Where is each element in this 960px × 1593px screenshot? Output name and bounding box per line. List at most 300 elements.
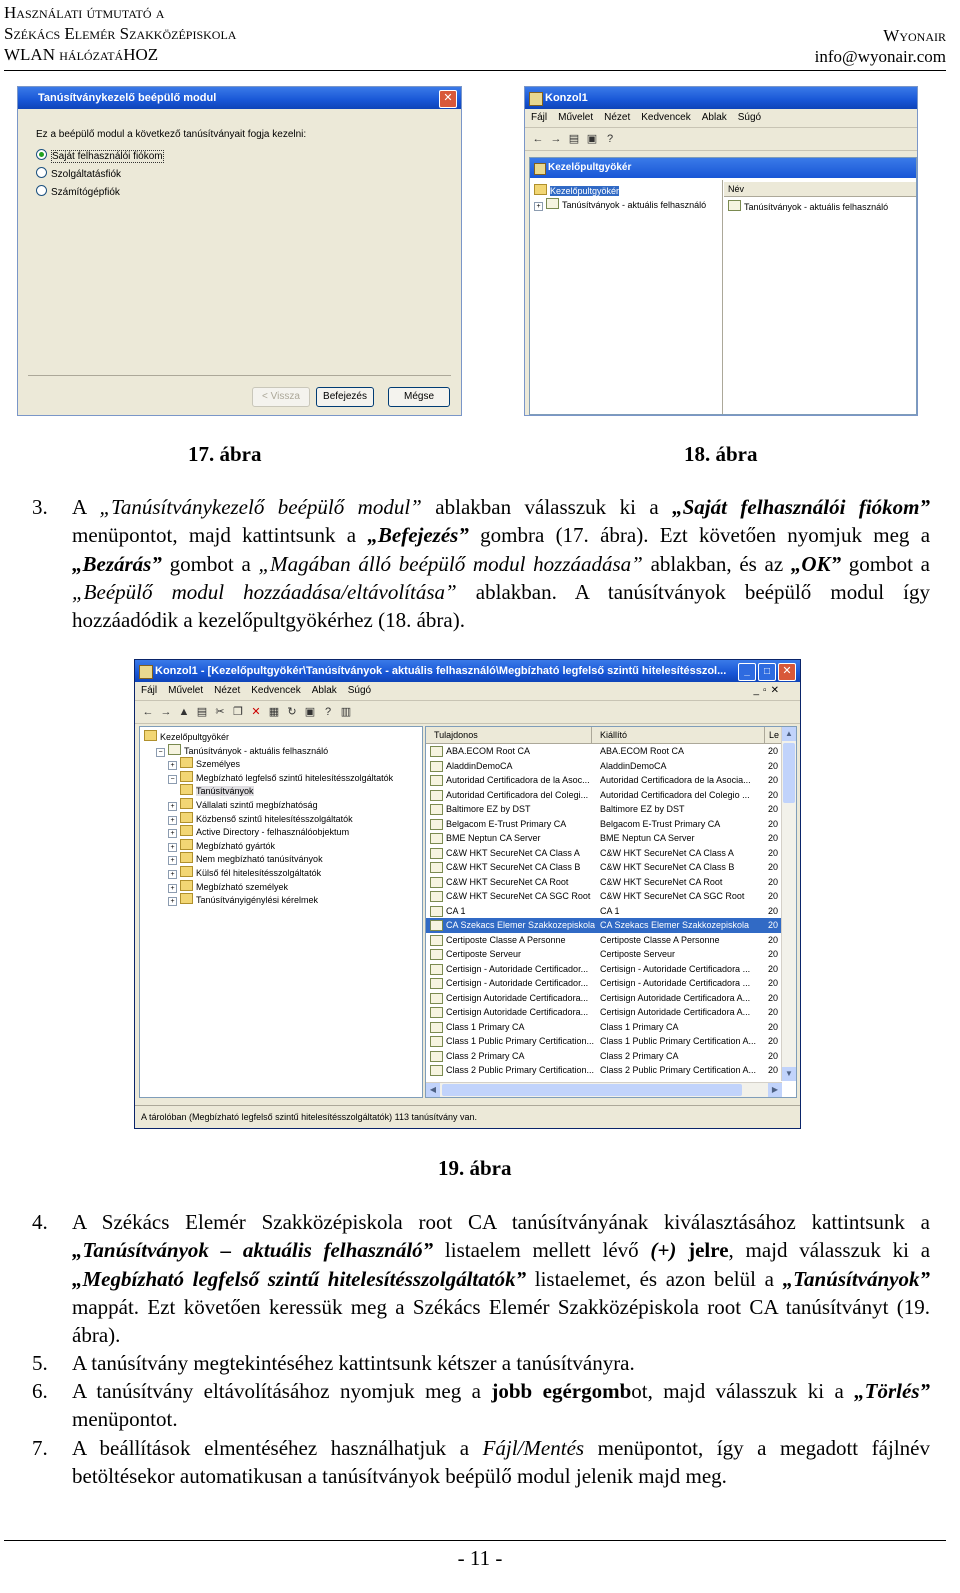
certificate-icon: [430, 993, 443, 1004]
close-icon[interactable]: ✕: [439, 90, 457, 108]
tree-label: Közbenső szintű hitelesítésszolgáltatók: [196, 813, 353, 824]
child-window-controls[interactable]: _▫✕: [753, 685, 783, 696]
cell-expiration: 20: [768, 905, 779, 916]
cell-issued-to: Certisign - Autoridade Certificador...: [446, 963, 589, 974]
cell-issued-by: CA 1: [600, 905, 620, 916]
cut-icon[interactable]: ✂: [215, 706, 225, 718]
certificate-icon: [430, 775, 443, 786]
caption-fig17: 17. ábra: [188, 442, 262, 466]
console-titlebar: [525, 87, 917, 109]
expand-icon[interactable]: +: [168, 816, 177, 825]
horizontal-scrollbar[interactable]: [426, 1082, 782, 1097]
cell-expiration: 20: [768, 934, 779, 945]
back-arrow-icon[interactable]: ←: [532, 133, 544, 145]
paragraph-6: [72, 1377, 930, 1434]
cell-issued-by: Baltimore EZ by DST: [600, 804, 685, 814]
child-window-icon: [534, 163, 546, 175]
tree-item[interactable]: [168, 757, 240, 770]
cell-issued-by: CA Szekacs Elemer Szakkozepiskola: [600, 920, 750, 930]
option-label: Saját felhasználói fiókom: [52, 151, 163, 162]
scroll-down-icon[interactable]: ▼: [782, 1067, 796, 1081]
cell-issued-to: Certiposte Serveur: [446, 949, 522, 959]
back-button[interactable]: < Vissza: [252, 387, 310, 407]
help-icon[interactable]: ?: [324, 706, 332, 718]
tree-item-certificates-current-user[interactable]: [534, 198, 706, 211]
minimize-icon[interactable]: _: [738, 663, 756, 681]
cell-issued-by: Certisign - Autoridade Certificadora ...: [600, 963, 751, 974]
cell-issued-to: Baltimore EZ by DST: [446, 804, 531, 814]
certificate-icon: [430, 1022, 443, 1033]
cell-issued-by: Certisign Autoridade Certificadora A...: [600, 992, 751, 1003]
text: A Székács Elemér Szakközépiskola root CA tanúsítványának kiválasztásához kattintsunk a: [72, 1210, 930, 1234]
tree-label: Nem megbízható tanúsítványok: [196, 854, 323, 865]
tree-item[interactable]: [168, 771, 393, 784]
header-school: Székács Elemér Szakközépiskola: [4, 24, 237, 43]
tree-label: Kezelőpultgyökér: [550, 186, 620, 196]
expand-icon[interactable]: +: [168, 870, 177, 879]
console1-window: [524, 86, 918, 416]
paragraph-7: [72, 1434, 930, 1491]
cell-expiration: 20: [768, 760, 779, 771]
cell-issued-by: BME Neptun CA Server: [600, 833, 695, 843]
header-subject-prefix: WLAN: [4, 45, 60, 64]
cell-expiration: 20: [768, 1021, 779, 1032]
export-icon[interactable]: ▣: [304, 706, 316, 718]
expand-icon[interactable]: +: [534, 202, 543, 211]
cell-expiration: 20: [768, 862, 779, 872]
paragraph-4: [72, 1208, 930, 1349]
tree-item[interactable]: [168, 880, 288, 893]
cell-expiration: 20: [768, 833, 779, 843]
header-subject: [4, 44, 236, 65]
certificate-icon: [430, 833, 443, 844]
radio-icon: [36, 167, 47, 178]
folder-icon: [534, 184, 547, 195]
folder-icon: [180, 798, 193, 809]
certificate-row[interactable]: [426, 744, 786, 759]
cell-issued-to: C&W HKT SecureNet CA Class B: [446, 862, 581, 872]
console-toolbar: [135, 701, 800, 724]
tree-item[interactable]: [168, 812, 353, 825]
tree-label: Külső fél hitelesítésszolgáltatók: [196, 868, 322, 878]
properties-icon[interactable]: ▦: [268, 706, 280, 718]
cell-issued-to: Class 2 Primary CA: [446, 1050, 525, 1061]
certificate-icon: [430, 877, 443, 888]
certificate-row[interactable]: [426, 918, 786, 933]
certificate-icon: [168, 744, 181, 755]
cell-expiration: 20: [768, 746, 779, 756]
item-number-7: 7.: [32, 1436, 48, 1460]
certificate-row[interactable]: [426, 889, 786, 904]
menu-file[interactable]: Fájl: [141, 685, 158, 696]
option-computer-account[interactable]: [36, 185, 120, 198]
cell-issued-to: Class 1 Primary CA: [446, 1021, 525, 1032]
cell-issued-by: Certiposte Classe A Personne: [600, 934, 720, 945]
folder-icon: [180, 825, 193, 836]
finish-button[interactable]: Befejezés: [316, 387, 374, 407]
console-app-icon: [139, 665, 153, 679]
tree-label: Tanúsítványok: [196, 786, 254, 797]
cell-issued-to: Certisign Autoridade Certificadora...: [446, 992, 589, 1003]
certificate-row[interactable]: [426, 1063, 786, 1078]
cell-issued-to: Belgacom E-Trust Primary CA: [446, 818, 567, 829]
refresh-icon[interactable]: ↻: [287, 706, 297, 718]
certificate-row[interactable]: [426, 1049, 786, 1064]
certificate-icon: [430, 804, 443, 815]
certificate-icon: [728, 200, 741, 211]
cell-issued-by: Class 2 Primary CA: [600, 1050, 679, 1061]
menu-help[interactable]: Súgó: [737, 112, 762, 123]
header-brand: Wyonair: [883, 26, 946, 45]
certificate-row[interactable]: [426, 933, 786, 948]
cell-expiration: 20: [768, 876, 779, 887]
option-label: Számítógépfiók: [51, 187, 120, 198]
tree-item[interactable]: [168, 852, 323, 865]
ui-term: Fájl/Mentés: [482, 1436, 585, 1460]
scroll-thumb[interactable]: [783, 743, 795, 803]
certificate-row[interactable]: [426, 962, 786, 977]
tree-label: Tanúsítványigénylési kérelmek: [196, 895, 319, 906]
certificate-row[interactable]: [426, 846, 786, 861]
menu-action[interactable]: Művelet: [168, 685, 204, 696]
console-title: Konzol1 - [Kezelőpultgyökér\Tanúsítványok - aktuális felhasználó\Megbízható legfelső szintű hitelesítésszol...: [155, 665, 727, 677]
ui-term: „OK”: [790, 551, 842, 576]
text: gombra (17. ábra). Ezt követően nyomjuk meg a: [468, 523, 931, 548]
folder-icon: [180, 839, 193, 850]
certificate-icon: [430, 790, 443, 801]
certificate-icon: [430, 819, 443, 830]
column-header-expiration[interactable]: Le: [764, 727, 779, 743]
header-doc-title: Használati útmutató a: [4, 3, 165, 22]
cell-issued-by: Certiposte Serveur: [600, 949, 676, 959]
menu-window[interactable]: Ablak: [701, 112, 727, 123]
menu-action[interactable]: Művelet: [558, 112, 594, 123]
menu-help[interactable]: Súgó: [347, 685, 372, 696]
certificate-icon: [430, 906, 443, 917]
tree-item[interactable]: [168, 825, 349, 838]
cell-issued-by: C&W HKT SecureNet CA Class B: [600, 862, 735, 872]
certificate-icon: [430, 978, 443, 989]
cancel-button[interactable]: Mégse: [388, 387, 450, 407]
ui-term: jelre: [688, 1238, 729, 1263]
certificates-snapin-dialog: [17, 86, 462, 416]
child-title: Kezelőpultgyökér: [548, 162, 632, 173]
option-my-user-account[interactable]: [36, 149, 164, 162]
ui-term: „Beépülő modul hozzáadása/eltávolítása”: [72, 579, 457, 604]
text: ot, majd válasszuk ki a: [631, 1379, 855, 1403]
header-subject-suffix: HOZ: [123, 45, 159, 64]
cell-issued-by: Class 1 Primary CA: [600, 1021, 679, 1032]
menu-favorites[interactable]: Kedvencek: [641, 112, 691, 123]
radio-selected-icon: [36, 149, 47, 160]
list-header-name[interactable]: Név: [724, 182, 916, 197]
text: gombot a: [161, 551, 259, 576]
text: menüpontot, így a megadott fájlnév betöltésekor automatikusan a tanúsítványok beépülő modul jelenik majd meg.: [72, 1436, 930, 1489]
cell-issued-by: Class 2 Public Primary Certification A...: [600, 1065, 757, 1075]
cell-expiration: 20: [768, 847, 779, 858]
text: mappát. Ezt követően keressük meg a Székács Elemér Szakközépiskola root CA tanúsítványt (19. ábra).: [72, 1294, 930, 1348]
folder-icon: [180, 866, 193, 877]
certificate-row[interactable]: [426, 976, 786, 991]
cell-expiration: 20: [768, 1065, 779, 1075]
folder-icon: [180, 893, 193, 904]
certificate-icon: [430, 1036, 443, 1047]
ui-term: „Tanúsítványok”: [782, 1266, 930, 1291]
cell-expiration: 20: [768, 1007, 779, 1017]
certificate-icon: [430, 949, 443, 960]
scroll-left-icon[interactable]: ◀: [426, 1083, 440, 1097]
status-bar: A tárolóban (Megbízható legfelső szintű hitelesítésszolgáltatók) 113 tanúsítvány van.: [135, 1105, 801, 1128]
ui-term: „Megbízható legfelső szintű hitelesítésszolgáltatók”: [72, 1266, 527, 1291]
scroll-up-icon[interactable]: ▲: [782, 727, 796, 741]
ui-term: „Tanúsítványkezelő beépülő modul”: [99, 495, 422, 519]
certificate-icon: [430, 1065, 443, 1076]
list-item-certificates[interactable]: [728, 200, 888, 213]
forward-arrow-icon[interactable]: →: [160, 706, 172, 718]
certificate-row[interactable]: [426, 1020, 786, 1035]
expand-icon[interactable]: +: [168, 897, 177, 906]
text: gombot a: [841, 551, 930, 576]
header-subject-sc: hálózatá: [59, 45, 124, 64]
delete-icon[interactable]: ✕: [251, 706, 261, 718]
folder-icon: [180, 771, 193, 782]
dialog-prompt: Ez a beépülő modul a következő tanúsítványait fogja kezelni:: [36, 129, 307, 140]
expand-icon[interactable]: +: [168, 802, 177, 811]
ui-term: „Tanúsítványok – aktuális felhasználó”: [72, 1238, 434, 1263]
certificate-rows: [426, 744, 782, 1079]
console-tree-icon[interactable]: ▤: [568, 133, 580, 145]
cell-expiration: 20: [768, 963, 779, 974]
certificate-row[interactable]: [426, 802, 786, 817]
certificate-icon: [430, 891, 443, 902]
cell-issued-to: CA Szekacs Elemer Szakkozepiskola: [446, 920, 596, 930]
tree-item[interactable]: [168, 893, 318, 906]
menu-window[interactable]: Ablak: [311, 685, 337, 696]
collapse-icon[interactable]: −: [156, 748, 165, 757]
cell-issued-by: Autoridad Certificadora de la Asocia...: [600, 775, 751, 785]
certificate-row[interactable]: [426, 875, 786, 890]
menu-view[interactable]: Nézet: [604, 112, 631, 123]
tree-item-console-root[interactable]: [534, 184, 619, 197]
cell-issued-by: C&W HKT SecureNet CA Class A: [600, 847, 734, 858]
expand-icon[interactable]: +: [168, 884, 177, 893]
scroll-right-icon[interactable]: ▶: [768, 1083, 782, 1097]
cell-issued-to: Certisign Autoridade Certificadora...: [446, 1007, 589, 1017]
console-menubar: [135, 682, 800, 701]
cell-issued-to: Autoridad Certificadora de la Asoc...: [446, 775, 590, 785]
forward-arrow-icon[interactable]: →: [550, 133, 562, 145]
certificate-row[interactable]: [426, 860, 786, 875]
column-header-issued-to[interactable]: Tulajdonos: [434, 730, 478, 740]
text: listaelem mellett lévő: [433, 1238, 651, 1263]
cell-issued-to: C&W HKT SecureNet CA SGC Root: [446, 891, 591, 901]
certificate-icon: [430, 848, 443, 859]
tree-item[interactable]: [168, 839, 275, 852]
certificate-row[interactable]: [426, 1034, 786, 1049]
folder-icon: [180, 757, 193, 768]
cell-issued-to: CA 1: [446, 905, 466, 916]
console-tree-icon[interactable]: ▤: [196, 706, 208, 718]
certificate-icon: [430, 920, 443, 931]
vertical-scrollbar[interactable]: [781, 727, 796, 1081]
footer-rule: [4, 1540, 946, 1541]
cell-issued-by: C&W HKT SecureNet CA Root: [600, 876, 723, 887]
cell-issued-by: Belgacom E-Trust Primary CA: [600, 818, 721, 829]
ui-term: „Saját felhasználói fiókom”: [672, 495, 931, 519]
export-icon[interactable]: ▣: [586, 133, 598, 145]
cell-expiration: 20: [768, 1050, 779, 1061]
back-arrow-icon[interactable]: ←: [142, 706, 154, 718]
cell-issued-to: C&W HKT SecureNet CA Root: [446, 876, 569, 887]
close-icon[interactable]: ✕: [778, 663, 796, 681]
ui-term: „Befejezés”: [367, 523, 469, 548]
text: A beállítások elmentéséhez használhatjuk a: [72, 1436, 483, 1460]
page-header: [4, 0, 946, 71]
folder-icon: [180, 852, 193, 863]
folder-icon: [180, 880, 193, 891]
cell-issued-by: Class 1 Public Primary Certification A...: [600, 1036, 757, 1046]
menu-favorites[interactable]: Kedvencek: [251, 685, 301, 696]
cell-issued-by: ABA.ECOM Root CA: [600, 746, 685, 756]
text: ablakban, és az: [642, 551, 791, 576]
collapse-icon[interactable]: −: [168, 775, 177, 784]
expand-icon[interactable]: +: [168, 856, 177, 865]
certificate-row[interactable]: [426, 831, 786, 846]
certificate-row[interactable]: [426, 817, 786, 832]
tree-label: Megbízható személyek: [196, 881, 289, 892]
tree-item[interactable]: [144, 730, 229, 743]
tree-label: Tanúsítványok - aktuális felhasználó: [562, 200, 707, 210]
caption-fig18: 18. ábra: [684, 442, 758, 466]
dialog-title: Tanúsítványkezelő beépülő modul: [38, 92, 217, 104]
text: ablakban. A tanúsítványok beépülő modul így hozzáadódik a kezelőpultgyökérhez (18. ábra).: [72, 579, 930, 633]
certificate-icon: [430, 746, 443, 757]
cell-issued-by: C&W HKT SecureNet CA SGC Root: [600, 891, 745, 901]
expand-icon[interactable]: +: [168, 761, 177, 770]
certificate-row[interactable]: [426, 904, 786, 919]
cell-issued-to: AladdinDemoCA: [446, 760, 513, 771]
cell-expiration: 20: [768, 978, 779, 988]
option-service-account[interactable]: [36, 167, 121, 180]
mmc-icon[interactable]: ▥: [340, 706, 352, 718]
folder-icon: [180, 812, 193, 823]
cell-issued-to: ABA.ECOM Root CA: [446, 746, 531, 756]
copy-icon[interactable]: ❐: [233, 706, 243, 718]
certificate-icon: [430, 1051, 443, 1062]
expand-icon[interactable]: +: [168, 829, 177, 838]
up-folder-icon[interactable]: ▲: [178, 706, 190, 718]
menu-file[interactable]: Fájl: [531, 112, 548, 123]
tree-item[interactable]: [168, 866, 321, 879]
certificate-icon: [546, 198, 559, 209]
cell-expiration: 20: [768, 775, 779, 785]
header-email: info@wyonair.com: [814, 47, 946, 66]
folder-icon: [180, 784, 193, 795]
cell-issued-to: BME Neptun CA Server: [446, 833, 541, 843]
maximize-icon[interactable]: □: [758, 663, 776, 681]
cell-issued-to: Certisign - Autoridade Certificador...: [446, 978, 589, 988]
dialog-titlebar: [18, 87, 461, 109]
item-number-3: 3.: [32, 495, 48, 519]
cell-expiration: 20: [768, 789, 779, 800]
text: , majd válasszuk ki a: [728, 1238, 931, 1263]
cell-issued-to: C&W HKT SecureNet CA Class A: [446, 847, 580, 858]
cell-issued-to: Autoridad Certificadora del Colegi...: [446, 789, 589, 800]
option-label: Szolgáltatásfiók: [51, 169, 122, 180]
pane-splitter[interactable]: [722, 180, 723, 414]
ui-term: „Törlés”: [854, 1379, 930, 1403]
certificate-row[interactable]: [426, 773, 786, 788]
ui-term: „Magában álló beépülő modul hozzáadása”: [258, 551, 643, 576]
cell-expiration: 20: [768, 818, 779, 829]
cell-issued-to: Class 2 Public Primary Certification...: [446, 1065, 595, 1075]
cell-issued-by: Certisign - Autoridade Certificadora ...: [600, 978, 751, 988]
header-left: [4, 2, 236, 65]
tree-label: Személyes: [196, 759, 241, 770]
cell-issued-by: AladdinDemoCA: [600, 760, 667, 771]
tree-label: Tanúsítványok - aktuális felhasználó: [184, 745, 329, 756]
paragraph-3: [72, 493, 930, 634]
radio-icon: [36, 185, 47, 196]
text: menüpontot, majd kattintsunk a: [72, 523, 368, 548]
cell-issued-by: Autoridad Certificadora del Colegio ...: [600, 789, 750, 800]
console-app-icon: [529, 92, 543, 106]
tree-label: Megbízható legfelső szintű hitelesítésszolgáltatók: [196, 772, 394, 783]
console-toolbar: [525, 128, 917, 151]
tree-item[interactable]: [180, 784, 254, 797]
ui-term: (+): [650, 1238, 689, 1263]
text: ablakban válasszuk ki a: [421, 495, 673, 519]
scroll-thumb-horizontal[interactable]: [442, 1084, 742, 1096]
cell-expiration: 20: [768, 1036, 779, 1046]
paragraph-5: A tanúsítvány megtekintéséhez kattintsunk kétszer a tanúsítványra.: [72, 1351, 635, 1375]
certificate-row[interactable]: [426, 947, 786, 962]
certificate-row[interactable]: [426, 991, 786, 1006]
text: A: [72, 495, 100, 519]
certificate-icon: [430, 1007, 443, 1018]
certificate-list-pane: [425, 726, 797, 1098]
column-header-issued-by[interactable]: Kiállító: [591, 727, 627, 743]
text: listaelemet, és azon belül a: [526, 1266, 783, 1291]
cell-expiration: 20: [768, 949, 779, 959]
cell-issued-to: Certiposte Classe A Personne: [446, 934, 566, 945]
certificate-row[interactable]: [426, 759, 786, 774]
tree-item[interactable]: [156, 744, 328, 757]
certificate-icon: [430, 964, 443, 975]
tree-label: Active Directory - felhasználóobjektum: [196, 827, 350, 838]
ui-term: jobb egérgomb: [491, 1379, 632, 1403]
console-titlebar: [135, 660, 800, 682]
tree-label: Vállalati szintű megbízhatóság: [196, 800, 318, 810]
expand-icon[interactable]: +: [168, 843, 177, 852]
cell-issued-to: Class 1 Public Primary Certification...: [446, 1036, 595, 1046]
menu-view[interactable]: Nézet: [214, 685, 241, 696]
help-icon[interactable]: ?: [606, 133, 614, 145]
item-number-4: 4.: [32, 1210, 48, 1234]
text: menüpontot.: [72, 1407, 178, 1432]
tree-item[interactable]: [168, 798, 318, 811]
console-menubar: [525, 109, 917, 128]
dialog-divider: [28, 375, 451, 376]
cell-expiration: 20: [768, 920, 779, 930]
certificate-row[interactable]: [426, 1005, 786, 1020]
console-mdi-child: [529, 157, 917, 415]
cell-expiration: 20: [768, 992, 779, 1003]
certificate-row[interactable]: [426, 788, 786, 803]
caption-fig19: 19. ábra: [438, 1156, 512, 1180]
header-right: [815, 25, 946, 67]
cell-issued-by: Certisign Autoridade Certificadora A...: [600, 1007, 751, 1017]
